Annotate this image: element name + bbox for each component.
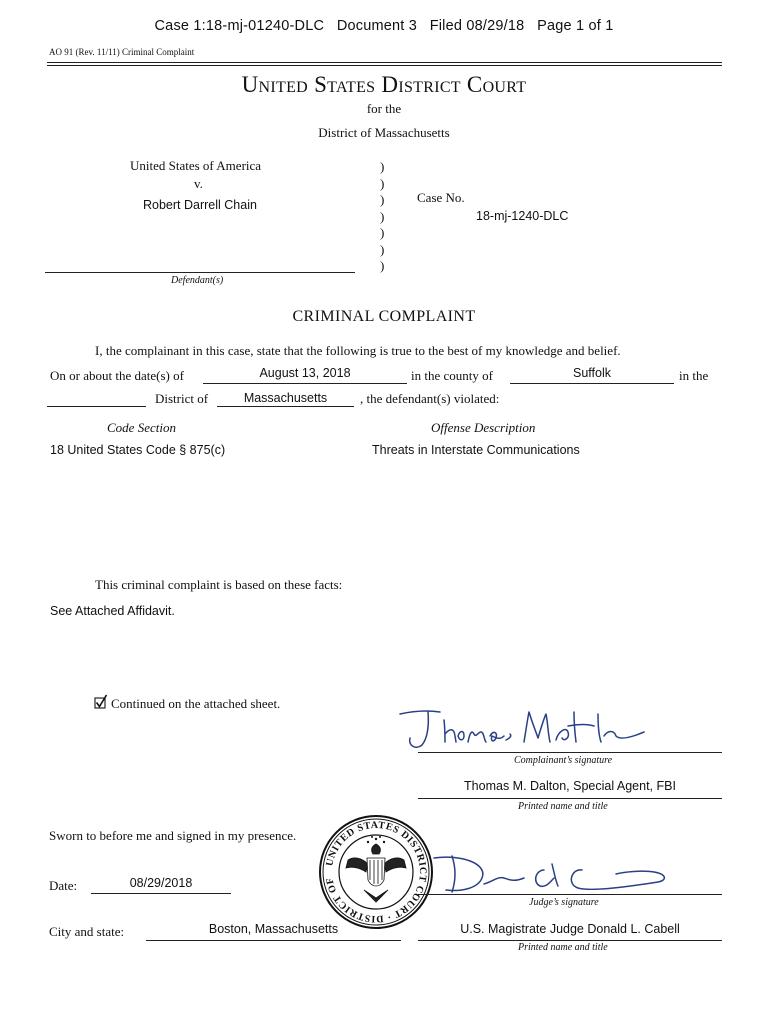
- complainant-printed-label: Printed name and title: [518, 801, 608, 812]
- filed-date: Filed 08/29/18: [429, 18, 525, 34]
- code-section-value: 18 United States Code § 875(c): [50, 443, 226, 457]
- complainant-printed-name: Thomas M. Dalton, Special Agent, FBI: [464, 779, 676, 793]
- city-state-label: City and state:: [49, 924, 125, 939]
- for-the: for the: [366, 101, 402, 116]
- case-no-value: 18-mj-1240-DLC: [476, 209, 569, 223]
- document-number: Document 3: [336, 18, 418, 34]
- court-title: United States District Court: [241, 72, 527, 97]
- caption-parentheses: [380, 159, 384, 275]
- top-rule-2: [47, 65, 722, 66]
- judge-name-line: [418, 940, 722, 941]
- facts-intro: This criminal complaint is based on these facts:: [95, 577, 343, 592]
- form-id: AO 91 (Rev. 11/11) Criminal Complaint: [49, 47, 195, 57]
- continued-checkbox[interactable]: [94, 694, 108, 715]
- district-underline: [217, 406, 354, 407]
- offense-date: August 13, 2018: [259, 366, 351, 380]
- top-rule-1: [47, 62, 722, 63]
- offense-date-underline: [203, 383, 407, 384]
- sworn-statement: Sworn to before me and signed in my presence.: [49, 828, 297, 843]
- judge-printed-label: Printed name and title: [518, 942, 608, 953]
- county-prefix: in the county of: [411, 368, 493, 383]
- county-value: Suffolk: [573, 366, 611, 380]
- offense-value: Threats in Interstate Communications: [372, 443, 580, 457]
- sworn-date-underline: [91, 893, 231, 894]
- offense-header: Offense Description: [431, 420, 536, 435]
- code-section-header: Code Section: [107, 420, 176, 435]
- county-underline: [510, 383, 674, 384]
- date-label: Date:: [49, 878, 78, 893]
- checkbox-checked-icon: [94, 694, 108, 710]
- in-the: in the: [679, 368, 709, 383]
- city-state-underline: [146, 940, 401, 941]
- complainant-signature-line: [418, 752, 722, 753]
- defendant-underline: [45, 272, 355, 273]
- continued-label: Continued on the attached sheet.: [111, 696, 281, 711]
- defendant-label: Defendant(s): [171, 275, 224, 286]
- paren: ): [380, 192, 385, 207]
- paren: ): [380, 208, 385, 224]
- district-name: District of Massachusetts: [318, 125, 450, 140]
- paren: ): [380, 159, 385, 174]
- complainant-name-line: [418, 798, 722, 799]
- judge-signature-image: [432, 848, 672, 898]
- paren: ): [380, 175, 385, 191]
- facts-value: See Attached Affidavit.: [50, 604, 175, 618]
- sworn-date-value: 08/29/2018: [129, 876, 193, 890]
- judge-printed-name: U.S. Magistrate Judge Donald L. Cabell: [460, 922, 680, 936]
- svg-text:UNITED STATES DISTRICT COURT ·: UNITED STATES DISTRICT COURT · DISTRICT OF MASSACHUSETTS ·: [312, 806, 429, 925]
- versus: v.: [194, 176, 203, 191]
- complaint-statement: I, the complainant in this case, state that the following is true to the best of my knowledge and belief.: [95, 343, 621, 358]
- paren: ): [380, 241, 385, 257]
- defendant-name: Robert Darrell Chain: [143, 198, 257, 212]
- judge-signature-label: Judge’s signature: [529, 897, 599, 908]
- city-state-value: Boston, Massachusetts: [208, 922, 339, 936]
- judge-signature-line: [418, 894, 722, 895]
- district-of-label: District of: [155, 391, 209, 406]
- plaintiff: United States of America: [130, 158, 262, 173]
- district-value: Massachusetts: [243, 391, 328, 405]
- page-number: Page 1 of 1: [537, 18, 614, 34]
- complainant-signature-label: Complainant’s signature: [514, 755, 613, 766]
- blank-underline: [47, 406, 146, 407]
- case-number-header: Case 1:18-mj-01240-DLC: [154, 18, 325, 34]
- paren: ): [380, 258, 385, 273]
- complainant-signature-image: [398, 702, 658, 754]
- court-seal-image: [312, 806, 434, 930]
- complaint-title: CRIMINAL COMPLAINT: [292, 308, 476, 325]
- violated-text: , the defendant(s) violated:: [360, 391, 500, 406]
- paren: ): [380, 225, 385, 240]
- filing-header: [0, 18, 768, 34]
- case-no-label: Case No.: [417, 190, 465, 205]
- date-prefix: On or about the date(s) of: [50, 368, 184, 383]
